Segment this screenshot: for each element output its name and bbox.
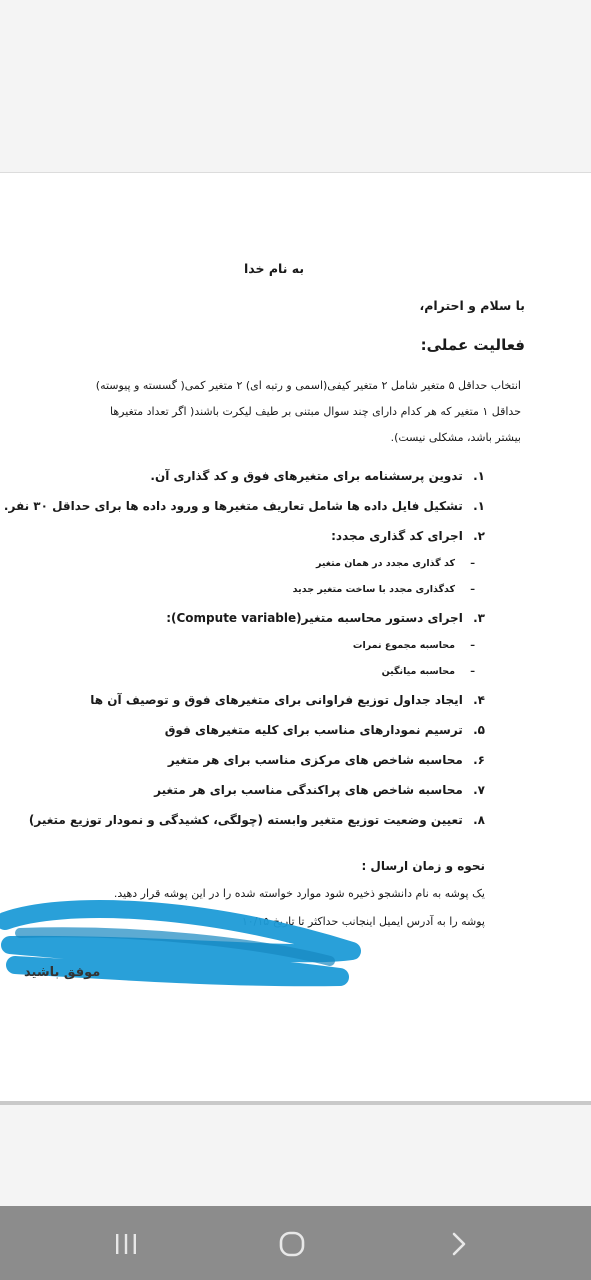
recent-apps-icon[interactable]: [106, 1224, 146, 1264]
intro-line: حداقل ۱ متغیر که هر کدام دارای چند سوال مبتنی بر طیف لیکرت باشند( اگر تعداد متغیرها: [110, 405, 521, 418]
send-title: نحوه و زمان ارسال :: [361, 859, 485, 873]
list-item: ۱. تشکیل فایل داده ها شامل تعاریف متغیرها و ورود داده ها برای حداقل ۳۰ نفر.: [3, 499, 485, 513]
dash-bullet: –: [470, 666, 475, 677]
list-item: ۳. اجرای دستور محاسبه متغیر(Compute variable):: [166, 611, 485, 625]
sub-list-item: –محاسبه مجموع نمرات: [15, 633, 485, 659]
sub-list-item: –کد گذاری مجدد در همان متغیر: [15, 551, 485, 577]
list-item: ۸. تعیین وضعیت توزیع متغیر وابسته (چولگی، کشیدگی و نمودار توزیع متغیر): [28, 813, 485, 827]
home-icon[interactable]: [272, 1224, 312, 1264]
dash-bullet: –: [470, 558, 475, 569]
dash-bullet: –: [470, 640, 475, 651]
sub-list-item: –محاسبه میانگین: [15, 659, 485, 685]
closing-text: موفق باشید: [24, 965, 101, 980]
list-item: ۱. تدوین پرسشنامه برای متغیرهای فوق و کد گذاری آن.: [150, 469, 485, 483]
send-instruction: یک پوشه به نام دانشجو ذخیره شود موارد خواسته شده را در این پوشه قرار دهید.: [113, 887, 485, 900]
intro-paragraph: [21, 373, 521, 451]
list-item: ۵. ترسیم نمودارهای مناسب برای کلیه متغیرهای فوق: [164, 723, 485, 737]
back-icon[interactable]: [438, 1224, 478, 1264]
document-title: به نام خدا: [243, 261, 305, 276]
list-item: ۶. محاسبه شاخص های مرکزی مناسب برای هر متغیر: [167, 753, 485, 767]
section-heading: فعالیت عملی:: [420, 336, 525, 354]
list-item: ۴. ایجاد جداول توزیع فراوانی برای متغیرهای فوق و توصیف آن ها: [90, 693, 485, 707]
task-list: [3, 461, 485, 835]
list-item: ۷. محاسبه شاخص های پراکندگی مناسب برای هر متغیر: [154, 783, 485, 797]
intro-line: انتخاب حداقل ۵ متغیر شامل ۲ متغیر کیفی(اسمی و رتبه ای) ۲ متغیر کمی( گسسته و پیوسته): [95, 379, 521, 392]
document-page: [0, 172, 591, 1105]
sub-list-item: –کدگذاری مجدد با ساخت متغیر جدید: [15, 577, 485, 603]
dash-bullet: –: [470, 584, 475, 595]
send-instruction: پوشه را به آدرس ایمیل اینجانب حداکثر تا تاریخ ۱۰/۱۵: [241, 915, 485, 928]
greeting: با سلام و احترام،: [419, 298, 525, 313]
system-navigation-bar: [0, 1206, 591, 1280]
intro-line: بیشتر باشد، مشکلی نیست).: [390, 431, 521, 444]
list-item: ۲. اجرای کد گذاری مجدد:: [331, 529, 485, 543]
